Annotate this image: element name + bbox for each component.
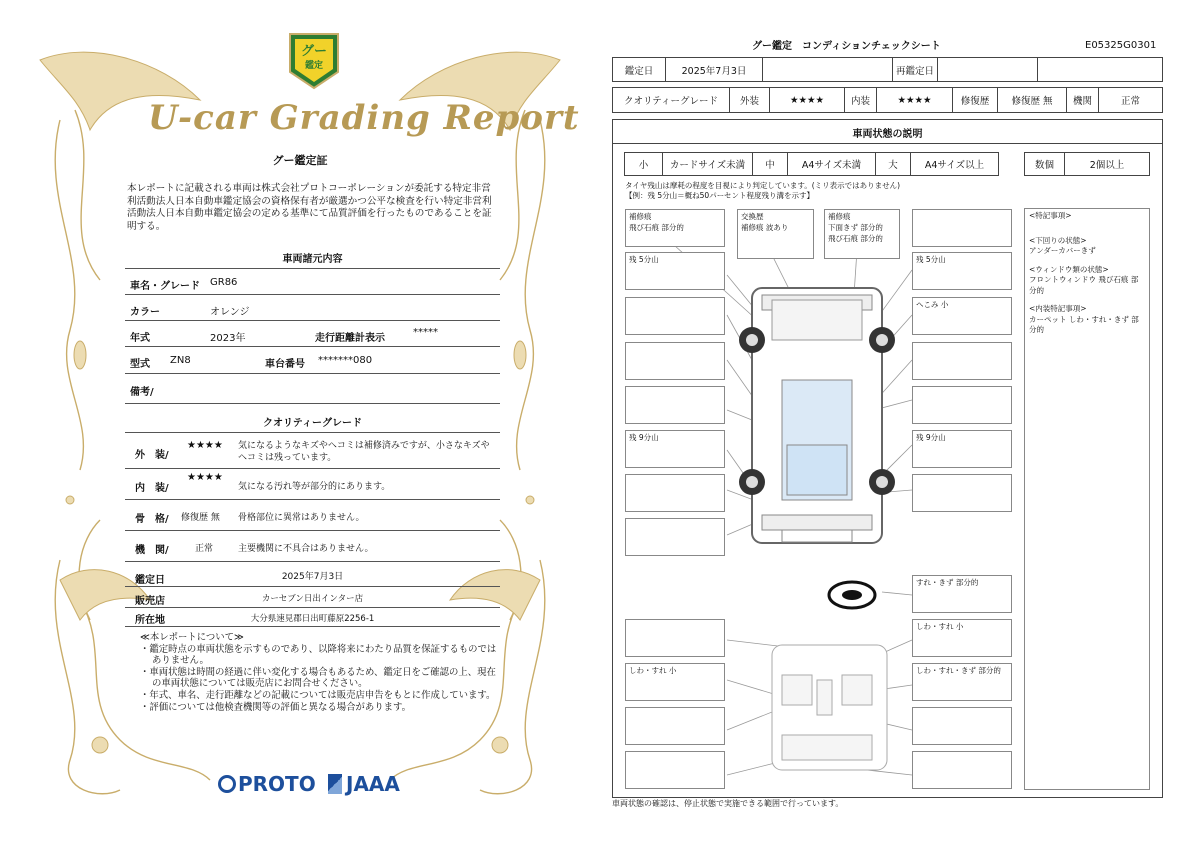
note-box-l5: [625, 386, 725, 424]
dealer-value: カーセブン日出インター店: [261, 594, 364, 604]
note-box-r5: [912, 386, 1012, 424]
chassis-label: 車台番号: [265, 359, 305, 370]
exterior-desc: 気になるようなキズやヘコミは補修済みですが、小さなキズやヘコミは残っています。: [238, 441, 490, 463]
grade-row-interior: [125, 471, 500, 500]
sheet-id: E05325G0301: [1085, 40, 1157, 51]
note-box-top-mid: [737, 209, 814, 259]
repair-label: 修復歴: [953, 88, 998, 112]
redate-label: 再鑑定日: [893, 58, 938, 81]
engine-label: 機 関/: [135, 545, 169, 556]
date-label: 鑑定日: [135, 575, 165, 586]
car-top-view: [752, 288, 882, 543]
note-item: ・年式、車名、走行距離などの記載については販売店申告をもとに作成しています。: [140, 689, 496, 701]
note-box-r12: [912, 751, 1012, 789]
note-box-r4: [912, 342, 1012, 380]
note-box-l12: [625, 751, 725, 789]
special-title: <特記事項>: [1029, 211, 1072, 220]
proto-logo: [218, 772, 316, 796]
jaaa-logo: [328, 772, 400, 796]
int-value: ★★★★: [877, 88, 953, 112]
interior-title: <内装特記事項>: [1029, 304, 1087, 313]
size-legend: [624, 152, 999, 176]
date-label: 鑑定日: [613, 58, 666, 81]
size-mid: 中: [753, 153, 788, 175]
grade-row-exterior: [125, 436, 500, 469]
note-box-front-left-tire: [625, 252, 725, 290]
engine-desc: 主要機関に不具合はありません。: [238, 544, 374, 554]
proto-mark-icon: [218, 775, 236, 793]
notes-title: ≪本レポートについて≫: [140, 632, 244, 643]
engine-value: 正常: [195, 544, 214, 554]
ext-value: ★★★★: [770, 88, 845, 112]
box-text: すれ・きず 部分的: [916, 578, 979, 587]
grade-row-frame: [125, 502, 500, 531]
box-text: 交換歴: [741, 212, 764, 221]
engine-label: 機関: [1067, 88, 1099, 112]
sheet-title: グー鑑定 コンディションチェックシート: [752, 41, 941, 52]
frame-label: 骨 格/: [135, 514, 169, 525]
box-text: へこみ 小: [916, 300, 949, 309]
under-value: アンダーカバーきず: [1029, 246, 1096, 255]
sheet-footer: 車両状態の確認は、停止状態で実施できる範囲で行っています。: [612, 799, 844, 808]
box-text: しわ・すれ 小: [629, 666, 677, 675]
date-value: 2025年7月3日: [281, 572, 344, 582]
note-box-interior-r1: [912, 619, 1012, 657]
year-value: 2023年: [210, 333, 246, 344]
badge-line1: グー: [300, 44, 327, 59]
box-text: 残 5分山: [629, 255, 659, 264]
box-text: 飛び石痕 部分的: [629, 223, 684, 232]
goo-badge: [286, 30, 342, 90]
redate-value: [938, 58, 1038, 81]
frame-desc: 骨格部位に異常はありません。: [238, 513, 365, 523]
special-notes-panel: [1024, 208, 1150, 790]
jaaa-text: JAAA: [346, 772, 400, 796]
date-value: 2025年7月3日: [666, 58, 763, 81]
note-box-top-right: [824, 209, 900, 259]
window-title: <ウィンドウ類の状態>: [1029, 264, 1109, 274]
badge-line2: 鑑定: [304, 61, 323, 71]
box-text: 補修痕: [828, 212, 851, 221]
box-text: しわ・すれ・きず 部分的: [916, 666, 1001, 675]
address-row: [125, 610, 500, 627]
divider: [125, 432, 500, 433]
interior-value: カーペット しわ・すれ・きず 部分的: [1029, 314, 1139, 334]
dealer-row: [125, 589, 500, 608]
spec-row-name: [125, 272, 500, 295]
note-box-rear-left-tire: [625, 430, 725, 468]
specs-title: 車両諸元内容: [282, 254, 343, 265]
note-box-r11: [912, 707, 1012, 745]
box-text: 下面きず 部分的: [828, 223, 883, 232]
steering-wheel-icon: [829, 582, 875, 608]
remarks-label: 備考/: [130, 387, 154, 398]
note-box-l7: [625, 474, 725, 512]
script-title: U-car Grading Report: [148, 98, 580, 138]
box-text: 補修痕: [629, 212, 652, 221]
state-title: 車両状態の説明: [852, 129, 923, 140]
name-label: 車名・グレード: [130, 281, 200, 292]
tire-note-2: 【例：残 5分山＝概ね50パーセント程度残り溝を示す】: [625, 191, 815, 200]
interior-desc: 気になる汚れ等が部分的にあります。: [238, 482, 391, 492]
date-row: [125, 566, 500, 587]
int-label: 内装: [845, 88, 877, 112]
address-value: 大分県速見郡日出町藤原2256-1: [250, 614, 375, 624]
window-value: フロントウィンドウ 飛び石痕 部分的: [1029, 275, 1139, 295]
blank-cell: [763, 58, 893, 81]
dealer-label: 販売店: [135, 596, 165, 607]
note-box-l8: [625, 518, 725, 556]
note-box-l3: [625, 297, 725, 335]
year-label: 年式: [130, 333, 150, 344]
note-box-interior-l1: [625, 663, 725, 701]
report-notes: [140, 632, 500, 713]
grade-table: [612, 87, 1163, 113]
spec-row-year: [125, 323, 500, 347]
size-small-desc: カードサイズ未満: [663, 153, 753, 175]
note-box-interior-r2: [912, 663, 1012, 701]
quality-label: クオリティーグレード: [613, 88, 730, 112]
note-box-top-left: [625, 209, 725, 247]
interior-value: ★★★★: [187, 472, 223, 483]
box-text: 飛び石痕 部分的: [828, 234, 883, 243]
note-item: ・評価については他検査機関等の評価と異なる場合があります。: [140, 701, 411, 713]
count-desc: 2個以上: [1089, 160, 1125, 171]
box-text: しわ・すれ 小: [916, 622, 964, 631]
engine-value: 正常: [1120, 96, 1140, 107]
chassis-value: *******080: [318, 355, 373, 366]
address-label: 所在地: [135, 615, 165, 626]
box-text: 残 9分山: [916, 433, 946, 442]
size-small: 小: [625, 153, 663, 175]
size-mid-desc: A4サイズ未満: [788, 153, 876, 175]
divider: [612, 143, 1163, 144]
note-box-l4: [625, 342, 725, 380]
note-item: ・鑑定時点の車両状態を示すものであり、以降将来にわたり品質を保証するものではありません。: [140, 643, 497, 667]
note-box-rear-right-tire: [912, 430, 1012, 468]
box-text: 残 5分山: [916, 255, 946, 264]
interior-label: 内 装/: [135, 483, 169, 494]
color-label: カラー: [130, 307, 160, 318]
exterior-label: 外 装/: [135, 450, 169, 461]
spec-row-model: [125, 349, 500, 374]
proto-text: PROTO: [238, 772, 316, 796]
box-text: 残 9分山: [629, 433, 659, 442]
count-label: 数個: [1025, 153, 1065, 175]
ext-label: 外装: [730, 88, 770, 112]
interior-view: [772, 645, 887, 770]
box-text: 補修痕 波あり: [741, 223, 789, 232]
count-legend: [1024, 152, 1150, 176]
note-box-front-right-tire: [912, 252, 1012, 290]
jaaa-mark-icon: [328, 774, 342, 794]
name-value: GR86: [210, 277, 238, 288]
model-label: 型式: [130, 359, 150, 370]
size-large-desc: A4サイズ以上: [924, 160, 985, 171]
spec-row-remarks: [125, 376, 500, 404]
color-value: オレンジ: [210, 307, 250, 318]
size-large: 大: [876, 153, 911, 175]
mileage-value: *****: [413, 327, 438, 338]
note-box-r7: [912, 474, 1012, 512]
grade-title: クオリティーグレード: [263, 418, 362, 429]
spec-row-color: [125, 297, 500, 321]
note-item: ・車両状態は時間の経過に伴い変化する場合もあるため、鑑定日をご確認の上、現在の車両状態については販売店にお問合せください。: [140, 666, 496, 690]
note-box-l11: [625, 707, 725, 745]
frame-value: 修復歴 無: [181, 513, 220, 523]
note-box-top-far-right: [912, 209, 1012, 247]
note-box-steering: [912, 575, 1012, 613]
divider: [125, 268, 500, 269]
note-box-dent: [912, 297, 1012, 335]
certificate-title: グー鑑定証: [272, 154, 328, 167]
note-box-l9: [625, 619, 725, 657]
mileage-label: 走行距離計表示: [315, 333, 385, 344]
exterior-value: ★★★★: [187, 440, 223, 451]
model-value: ZN8: [170, 355, 191, 366]
tire-note-1: タイヤ残山は摩耗の程度を目視により判定しています。(ミリ表示ではありません): [625, 181, 901, 190]
under-title: <下回りの状態>: [1029, 235, 1087, 245]
grade-row-engine: [125, 533, 500, 562]
date-table: [612, 57, 1163, 82]
repair-value: 修復歴 無: [998, 88, 1067, 112]
certificate-body: 本レポートに記載される車両は株式会社プロトコーポレーションが委託する特定非営利活動法人日本自動車鑑定協会の資格保有者が厳選かつ公平な検査を行い特定非営利活動法人日本自動車鑑定協会の定める基準にて品質評価を行ったものであることを証明する。: [127, 183, 492, 232]
